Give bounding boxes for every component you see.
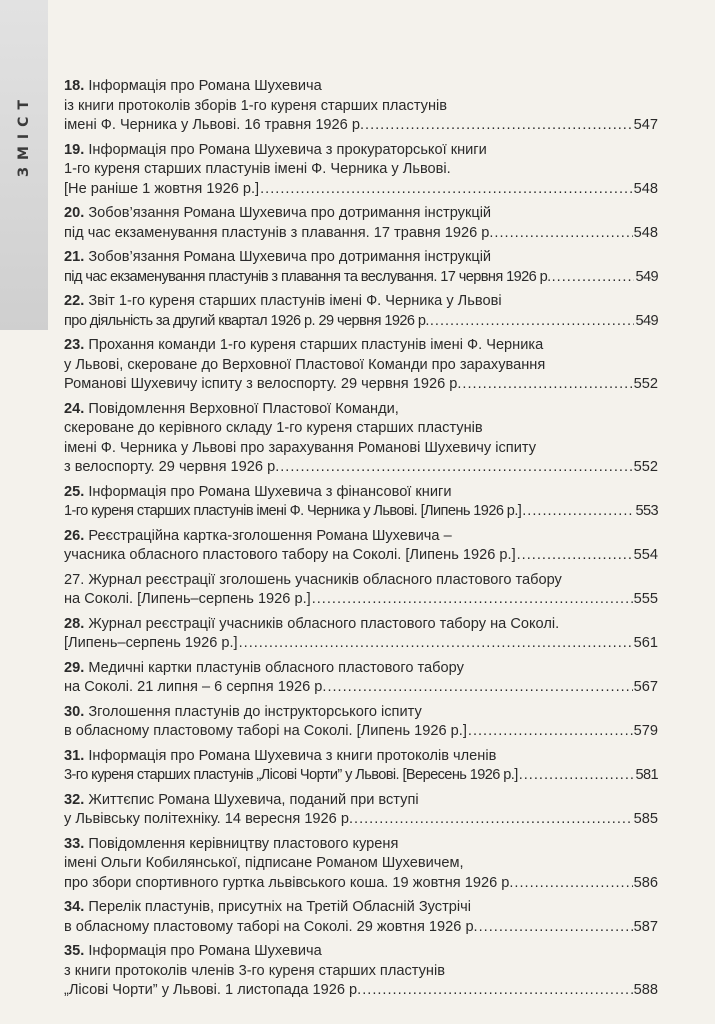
toc-entry-line <box>64 419 658 439</box>
side-bar <box>0 0 48 330</box>
entry-number: 25. <box>64 483 85 500</box>
toc-entry-line <box>64 791 658 811</box>
dot-leader <box>260 180 633 200</box>
toc-entry-line <box>64 659 658 679</box>
toc-entry-line <box>64 942 658 962</box>
entry-text: Зобов’язання Романа Шухевича про дотримання інструкцій <box>88 249 492 265</box>
toc-entry <box>64 703 658 742</box>
dot-leader <box>280 458 632 478</box>
page-number: 554 <box>633 547 658 563</box>
entry-text: про діяльність за другий квартал 1926 р. 29 червня 1926 р. <box>64 312 429 329</box>
toc-entry <box>64 336 658 395</box>
toc-entry-line <box>64 356 658 376</box>
toc-entry-last-line <box>64 810 658 830</box>
entry-text: скероване до керівного складу 1-го куреня старших пластунів <box>64 420 483 436</box>
entry-text: про збори спортивного гуртка львівського коша. 19 жовтня 1926 р. <box>64 874 514 891</box>
page-number: 552 <box>633 376 658 392</box>
entry-text: Журнал реєстрації учасників обласного пластового табору на Соколі. <box>88 615 560 632</box>
toc-entry-line <box>64 292 658 312</box>
dot-leader <box>519 766 635 786</box>
entry-text: на Соколі. 21 липня – 6 серпня 1926 р. <box>64 679 327 695</box>
entry-number: 23. <box>64 337 85 353</box>
entry-number: 19. <box>64 141 85 158</box>
entry-text: у Львові, скероване до Верховної Пластової Команди про зарахування <box>64 356 546 373</box>
page-number: 549 <box>635 312 658 329</box>
toc-entry <box>64 77 658 136</box>
dot-leader <box>327 678 632 698</box>
entry-text: [Липень–серпень 1926 р.] <box>64 635 238 651</box>
page-number: 548 <box>633 180 658 197</box>
entry-text: Інформація про Романа Шухевича <box>88 78 322 94</box>
toc-entry-last-line <box>64 981 658 1001</box>
toc-entry-last-line <box>64 766 658 786</box>
page-number: 549 <box>635 268 658 285</box>
dot-leader <box>365 116 633 136</box>
toc-entry-line <box>64 483 658 503</box>
toc-entry-line <box>64 527 658 547</box>
entry-text: в обласному пластовому таборі на Соколі. 29 жовтня 1926 р. <box>64 918 478 935</box>
toc-entry <box>64 483 658 522</box>
entry-text: Реєстраційна картка-зголошення Романа Шухевича – <box>88 527 452 544</box>
page-number: 547 <box>633 117 658 133</box>
entry-number: 32. <box>64 791 85 808</box>
toc-entry <box>64 571 658 610</box>
page-number: 561 <box>633 635 658 651</box>
dot-leader <box>522 502 634 522</box>
entry-number: 33. <box>64 835 85 852</box>
toc-entry <box>64 898 658 937</box>
table-of-contents <box>64 77 658 1006</box>
toc-entry-line <box>64 615 658 635</box>
dot-leader <box>468 722 633 742</box>
entry-text: 3-го куреня старших пластунів „Лісові Чорти” у Львові. [Вересень 1926 р.] <box>64 767 518 783</box>
toc-entry <box>64 292 658 331</box>
entry-text: Інформація про Романа Шухевича з прокураторської книги <box>88 141 487 158</box>
dot-leader <box>514 874 632 894</box>
entry-text: учасника обласного пластового табору на Соколі. [Липень 1926 р.] <box>64 547 516 563</box>
toc-entry <box>64 659 658 698</box>
entry-text: Життєпис Романа Шухевича, поданий при вступі <box>88 791 419 808</box>
section-title: ЗМІСТ <box>16 93 33 177</box>
toc-entry <box>64 248 658 287</box>
toc-entry-line <box>64 336 658 356</box>
toc-entry-line <box>64 97 658 117</box>
entry-number: 27. <box>64 571 85 588</box>
dot-leader <box>517 546 633 566</box>
entry-text: Зобов’язання Романа Шухевича про дотримання інструкцій <box>88 205 492 221</box>
dot-leader <box>239 634 633 654</box>
page-number: 552 <box>633 459 658 475</box>
page-number: 548 <box>633 224 658 241</box>
toc-entry <box>64 400 658 478</box>
entry-text: із книги протоколів зборів 1-го куреня старших пластунів <box>64 97 448 114</box>
entry-text: Інформація про Романа Шухевича <box>88 943 322 959</box>
page-number: 581 <box>635 767 658 783</box>
entry-text: [Не раніше 1 жовтня 1926 р.] <box>64 180 260 197</box>
dot-leader <box>362 981 632 1001</box>
entry-text: Романові Шухевичу іспиту з велоспорту. 29 червня 1926 р. <box>64 376 462 392</box>
toc-entry <box>64 942 658 1001</box>
toc-entry <box>64 747 658 786</box>
toc-entry-line <box>64 571 658 591</box>
dot-leader <box>479 918 633 938</box>
toc-entry-last-line <box>64 180 658 200</box>
entry-number: 29. <box>64 659 85 676</box>
toc-entry-line <box>64 898 658 918</box>
toc-entry-line <box>64 204 658 224</box>
entry-number: 26. <box>64 527 85 544</box>
page-number: 567 <box>633 679 658 695</box>
toc-entry-line <box>64 248 658 268</box>
toc-entry-line <box>64 77 658 97</box>
toc-entry-line <box>64 703 658 723</box>
toc-entry-last-line <box>64 268 658 288</box>
entry-text: „Лісові Чорти” у Львові. 1 листопада 1926 р. <box>64 982 362 998</box>
entry-text: в обласному пластовому таборі на Соколі. [Липень 1926 р.] <box>64 723 467 739</box>
entry-text: 1-го куреня старших пластунів імені Ф. Черника у Львові. [Липень 1926 р.] <box>64 503 522 519</box>
dot-leader <box>354 810 633 830</box>
entry-number: 30. <box>64 703 85 720</box>
toc-entry-line <box>64 854 658 874</box>
entry-number: 24. <box>64 400 85 417</box>
toc-entry-last-line <box>64 224 658 244</box>
entry-text: під час екзаменування пластунів з плавання. 17 травня 1926 р. <box>64 224 494 241</box>
entry-text: 1-го куреня старших пластунів імені Ф. Черника у Львові. <box>64 161 451 177</box>
entry-text: Перелік пластунів, присутніх на Третій Обласній Зустрічі <box>88 899 471 915</box>
page-number: 579 <box>633 723 658 739</box>
toc-entry-line <box>64 160 658 180</box>
toc-entry-line <box>64 835 658 855</box>
toc-entry-last-line <box>64 918 658 938</box>
entry-text: з велоспорту. 29 червня 1926 р. <box>64 459 280 475</box>
toc-entry-line <box>64 439 658 459</box>
toc-entry-last-line <box>64 634 658 654</box>
toc-entry-last-line <box>64 458 658 478</box>
entry-text: імені Ф. Черника у Львові. 16 травня 1926 р. <box>64 117 365 133</box>
entry-text: під час екзаменування пластунів з плавання та веслування. 17 червня 1926 р. <box>64 268 551 285</box>
toc-entry-last-line <box>64 116 658 136</box>
entry-text: Журнал реєстрації зголошень учасників обласного пластового табору <box>88 571 562 588</box>
entry-text: Медичні картки пластунів обласного пластового табору <box>88 659 464 676</box>
toc-entry-line <box>64 141 658 161</box>
entry-text: Звіт 1-го куреня старших пластунів імені Ф. Черника у Львові <box>88 293 502 309</box>
entry-text: імені Ольги Кобилянської, підписане Романом Шухевичем, <box>64 855 464 871</box>
toc-entry-last-line <box>64 502 658 522</box>
entry-number: 28. <box>64 615 85 632</box>
page-number: 586 <box>633 874 658 891</box>
toc-entry-last-line <box>64 874 658 894</box>
entry-text: у Львівську політехніку. 14 вересня 1926 р. <box>64 811 354 827</box>
dot-leader <box>430 312 635 332</box>
toc-entry <box>64 615 658 654</box>
toc-entry-last-line <box>64 312 658 332</box>
toc-entry-last-line <box>64 678 658 698</box>
toc-entry <box>64 791 658 830</box>
page-number: 555 <box>633 591 658 607</box>
entry-number: 34. <box>64 899 85 915</box>
entry-text: Повідомлення керівництву пластового куреня <box>88 835 399 852</box>
page-number: 587 <box>633 918 658 935</box>
page-number: 585 <box>633 811 658 827</box>
entry-number: 22. <box>64 293 85 309</box>
entry-text: Прохання команди 1-го куреня старших пластунів імені Ф. Черника <box>88 337 544 353</box>
entry-text: Зголошення пластунів до інструкторського іспиту <box>88 703 422 720</box>
toc-entry-line <box>64 962 658 982</box>
toc-entry-last-line <box>64 546 658 566</box>
dot-leader <box>312 590 633 610</box>
entry-number: 20. <box>64 205 85 221</box>
toc-entry <box>64 204 658 243</box>
dot-leader <box>552 268 635 288</box>
toc-entry-last-line <box>64 722 658 742</box>
side-label <box>8 80 40 190</box>
entry-text: з книги протоколів членів 3-го куреня старших пластунів <box>64 962 445 979</box>
entry-number: 21. <box>64 249 85 265</box>
toc-entry-last-line <box>64 590 658 610</box>
entry-number: 35. <box>64 943 85 959</box>
toc-entry-last-line <box>64 375 658 395</box>
entry-text: Інформація про Романа Шухевича з фінансової книги <box>88 483 452 500</box>
entry-text: імені Ф. Черника у Львові про зарахування Романові Шухевичу іспиту <box>64 439 536 456</box>
entry-number: 31. <box>64 747 85 764</box>
toc-entry-line <box>64 747 658 767</box>
toc-entry <box>64 835 658 894</box>
toc-entry <box>64 527 658 566</box>
dot-leader <box>462 375 632 395</box>
entry-text: на Соколі. [Липень–серпень 1926 р.] <box>64 591 311 607</box>
entry-text: Інформація про Романа Шухевича з книги протоколів членів <box>88 747 497 764</box>
entry-number: 18. <box>64 78 85 94</box>
toc-entry <box>64 141 658 200</box>
toc-entry-line <box>64 400 658 420</box>
page-number: 553 <box>635 503 658 519</box>
dot-leader <box>494 224 632 244</box>
page-number: 588 <box>633 982 658 998</box>
entry-text: Повідомлення Верховної Пластової Команди, <box>88 400 399 417</box>
